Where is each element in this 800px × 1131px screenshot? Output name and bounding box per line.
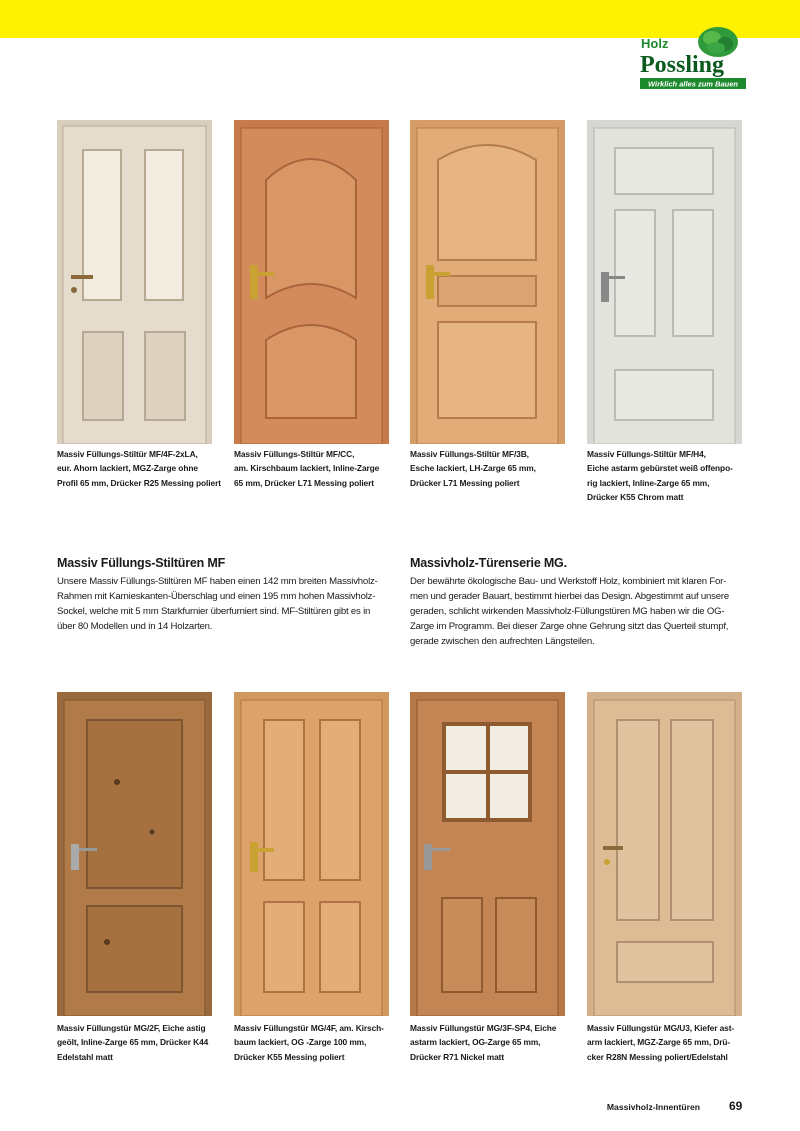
door-mg-4f-image	[234, 692, 389, 1016]
door-caption: Massiv Füllungs-Stiltür MF/CC, am. Kirschbaum lackiert, Inline-Zarge 65 mm, Drücker L71 Messing poliert	[234, 449, 380, 488]
door-caption: Massiv Füllungstür MG/2F, Eiche astig geölt, Inline-Zarge 65 mm, Drücker K44 Edelstahl matt	[57, 1023, 209, 1062]
svg-text:Possling: Possling	[640, 52, 725, 78]
door-caption: Massiv Füllungstür MG/U3, Kiefer ast- arm lackiert, MGZ-Zarge 65 mm, Drü- cker R28N Messing poliert/Edelstahl	[587, 1023, 735, 1062]
door-mg-u3-image	[587, 692, 742, 1016]
door-mg-2f-image	[57, 692, 212, 1016]
footer-section-label: Massivholz-Innentüren	[606, 1102, 700, 1112]
door-mf-4f-2xla-image	[57, 120, 212, 444]
door-caption: Massiv Füllungstür MG/4F, am. Kirsch- baum lackiert, OG -Zarge 100 mm, Drücker K55 Messing poliert	[234, 1023, 384, 1062]
door-mg-3f-sp4-image	[410, 692, 565, 1016]
section-heading-mg: Massivholz-Türenserie MG.	[410, 556, 567, 570]
svg-text:Wirklich alles zum Bauen: Wirklich alles zum Bauen	[648, 79, 738, 89]
door-caption: Massiv Füllungs-Stiltür MF/3B, Esche lackiert, LH-Zarge 65 mm, Drücker L71 Messing poliert	[410, 449, 536, 488]
door-mf-cc-image	[234, 120, 389, 444]
svg-text:Holz: Holz	[641, 36, 669, 51]
section-body-mf: Unsere Massiv Füllungs-Stiltüren MF haben einen 142 mm breiten Massivholz- Rahmen mit Karnieskanten-Überschlag und einen 195 mm hohen Massivholz- Sockel, welche mit 5 mm Starkfurnier überfurniert sind. MF-Stiltüren gibt es in über 80 Modellen und in 14 Holzarten.	[57, 576, 378, 632]
holz-possling-logo	[638, 24, 748, 94]
door-caption: Massiv Füllungstür MG/3F-SP4, Eiche astarm lackiert, OG-Zarge 65 mm, Drücker R71 Nickel matt	[410, 1023, 557, 1062]
section-body-mg: Der bewährte ökologische Bau- und Werkstoff Holz, kombiniert mit klaren For- men und gerader Bauart, bestimmt hierbei das Design. Abgestimmt auf unsere geraden, schlicht wirkenden Massivholz-Füllungstüren MG haben wir die OG- Zarge im Programm. Bei dieser Zarge ohne Gehrung sitzt das Querteil stumpf, gerade zwischen den aufrechten Längsteilen.	[410, 576, 730, 647]
door-caption: Massiv Füllungs-Stiltür MF/H4, Eiche astarm gebürstet weiß offenpo- rig lackiert, Inline-Zarge 65 mm, Drücker K55 Chrom matt	[587, 449, 733, 503]
door-mf-3b-image	[410, 120, 565, 444]
page-number: 69	[729, 1099, 743, 1113]
section-heading-mf: Massiv Füllungs-Stiltüren MF	[57, 556, 226, 570]
door-caption: Massiv Füllungs-Stiltür MF/4F-2xLA, eur. Ahorn lackiert, MGZ-Zarge ohne Profil 65 mm, Drücker R25 Messing poliert	[57, 449, 221, 488]
door-mf-h4-image	[587, 120, 742, 444]
